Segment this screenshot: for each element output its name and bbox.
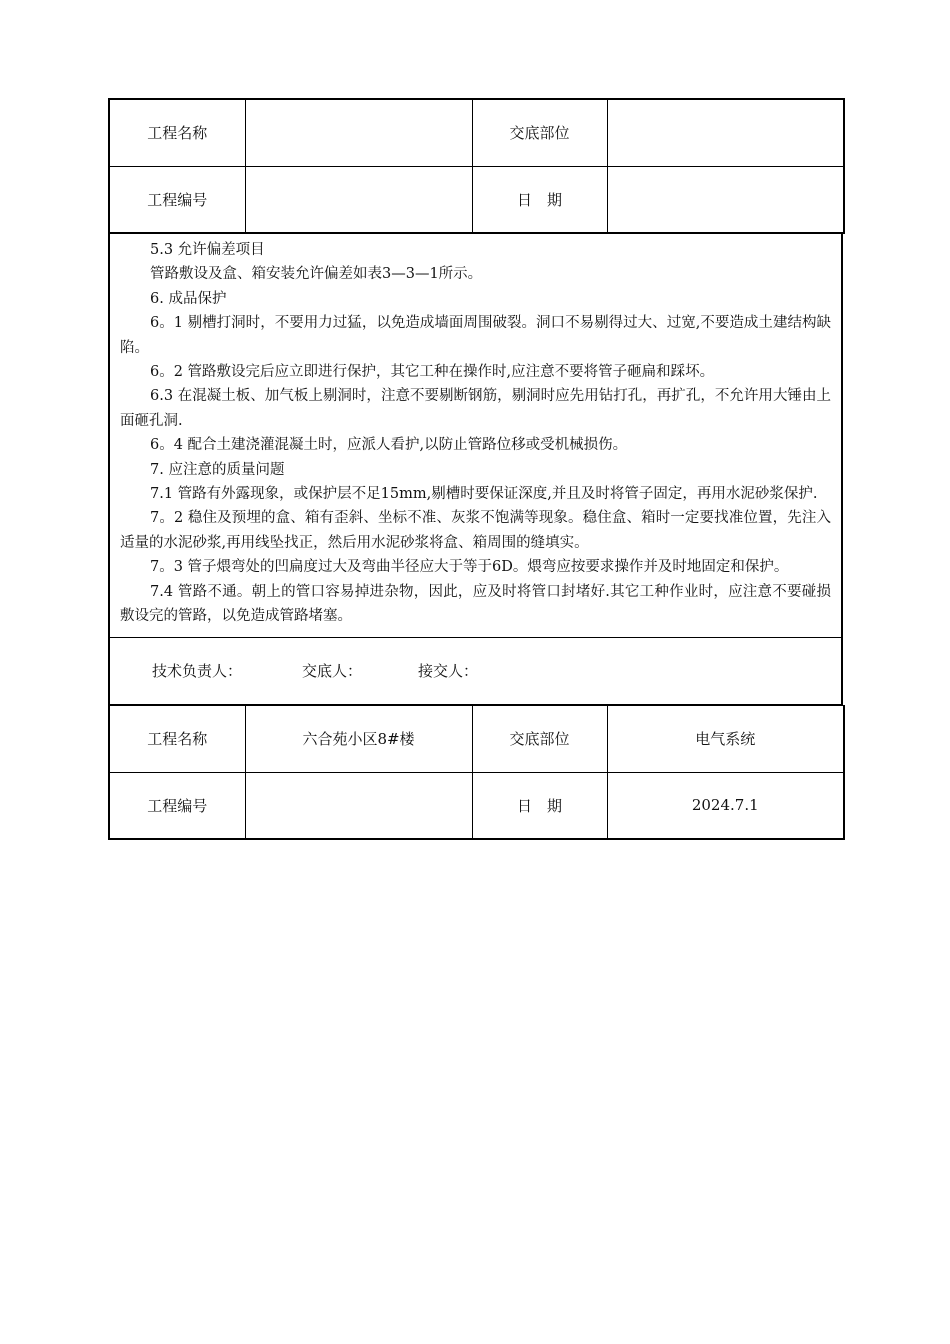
- date-label: 日 期: [472, 772, 607, 839]
- header-row-project-number: [109, 166, 844, 233]
- footer-row-project-name: [109, 705, 844, 772]
- tech-lead-label: 技术负责人：: [152, 662, 243, 680]
- content-line: 6.3 在混凝土板、加气板上剔洞时，注意不要剔断钢筋，剔洞时应先用钻打孔，再扩孔，不允许用大锤由上面砸孔洞.: [120, 388, 831, 429]
- project-name-label: 工程名称: [109, 99, 245, 166]
- footer-table: [108, 705, 845, 841]
- footer-row-project-number: [109, 772, 844, 839]
- project-number-label: 工程编号: [109, 166, 245, 233]
- content-line: 7. 应注意的质量问题: [150, 461, 285, 478]
- date-value: [607, 166, 844, 233]
- content-line: 7。2 稳住及预埋的盒、箱有歪斜、坐标不准、灰浆不饱满等现象。稳住盒、箱时一定要找准位置，先注入适量的水泥砂浆,再用线坠找正，然后用水泥砂浆将盒、箱周围的缝填实。: [120, 510, 831, 551]
- project-number-value: [245, 166, 472, 233]
- content-line: 7.1 管路有外露现象，或保护层不足15mm,剔槽时要保证深度,并且及时将管子固定，再用水泥砂浆保护.: [150, 486, 818, 503]
- disclosure-part-label: 交底部位: [472, 99, 607, 166]
- content-line: 6。4 配合土建浇灌混凝土时，应派人看护,以防止管路位移或受机械损伤。: [150, 437, 628, 454]
- disclosure-part-label: 交底部位: [472, 705, 607, 772]
- project-name-value: [245, 99, 472, 166]
- content-line: 6。1 剔槽打洞时，不要用力过猛，以免造成墙面周围破裂。洞口不易剔得过大、过宽,不要造成土建结构缺陷。: [120, 315, 831, 356]
- disclosure-sheet: [108, 98, 843, 840]
- disclosure-content: [108, 234, 843, 637]
- content-line: 6. 成品保护: [150, 290, 227, 307]
- header-table: [108, 98, 845, 234]
- project-number-label: 工程编号: [109, 772, 245, 839]
- header-row-project-name: [109, 99, 844, 166]
- project-name-value: 六合苑小区8#楼: [245, 705, 472, 772]
- disclosure-part-value: [607, 99, 844, 166]
- project-name-label: 工程名称: [109, 705, 245, 772]
- disclosure-part-value: 电气系统: [607, 705, 844, 772]
- content-line: 管路敷设及盒、箱安装允许偏差如表3—3—1所示。: [150, 266, 483, 283]
- receiver-label: 接交人：: [418, 662, 479, 680]
- project-number-value: [245, 772, 472, 839]
- content-line: 7。3 管子煨弯处的凹扁度过大及弯曲半径应大于等于6D。煨弯应按要求操作并及时地固定和保护。: [150, 559, 789, 576]
- content-line: 7.4 管路不通。朝上的管口容易掉进杂物，因此，应及时将管口封堵好.其它工种作业时，应注意不要碰损敷设完的管路，以免造成管路堵塞。: [120, 583, 831, 625]
- content-line: 5.3 允许偏差项目: [150, 242, 265, 258]
- date-value: 2024.7.1: [607, 772, 844, 839]
- discloser-label: 交底人：: [302, 662, 363, 680]
- content-line: 6。2 管路敷设完后应立即进行保护，其它工种在操作时,应注意不要将管子砸扁和踩坏。: [150, 364, 715, 381]
- date-label: 日 期: [472, 166, 607, 233]
- signature-row: [108, 637, 843, 705]
